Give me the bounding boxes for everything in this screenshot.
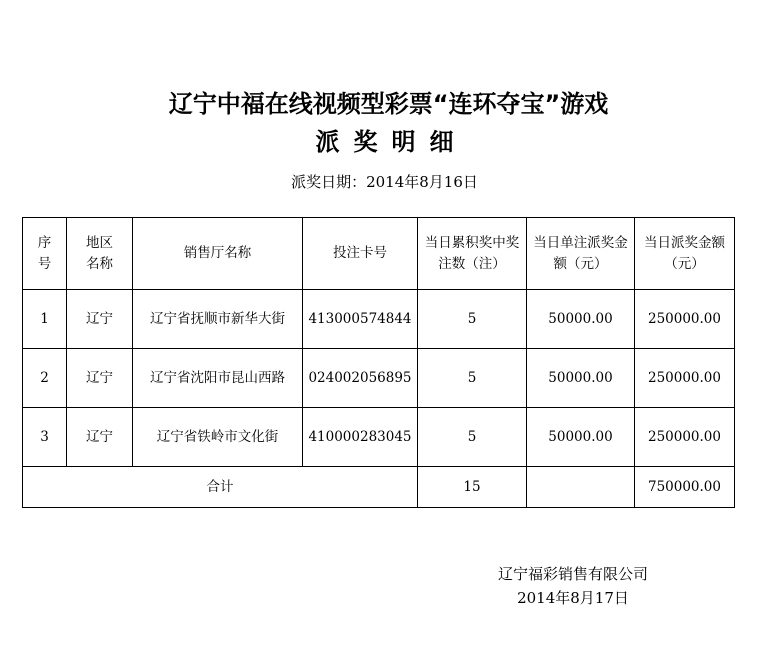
summary-count: 15 [418, 467, 527, 508]
cell-count: 5 [418, 290, 527, 349]
cell-single: 50000.00 [527, 290, 635, 349]
table-summary-row [23, 467, 735, 508]
header-card: 投注卡号 [303, 218, 418, 290]
cell-total: 250000.00 [635, 349, 735, 408]
cell-count: 5 [418, 408, 527, 467]
header-region: 地区名称 [67, 218, 133, 290]
cell-count: 5 [418, 349, 527, 408]
cell-hall: 辽宁省铁岭市文化街 [133, 408, 303, 467]
issuer-company: 辽宁福彩销售有限公司 [497, 565, 648, 583]
table-row [23, 408, 735, 467]
cell-region: 辽宁 [67, 349, 133, 408]
header-single: 当日单注派奖金额（元） [527, 218, 635, 290]
cell-total: 250000.00 [635, 408, 735, 467]
cell-single: 50000.00 [527, 408, 635, 467]
table-row [23, 290, 735, 349]
cell-card: 024002056895 [303, 349, 418, 408]
cell-hall: 辽宁省抚顺市新华大街 [133, 290, 303, 349]
issue-date: 2014年8月17日 [517, 589, 629, 607]
header-seq: 序号 [23, 218, 67, 290]
document-subtitle: 派奖明细 [315, 128, 468, 156]
cell-region: 辽宁 [67, 408, 133, 467]
table-row [23, 349, 735, 408]
header-total: 当日派奖金额（元） [635, 218, 735, 290]
award-date: 派奖日期：2014年8月16日 [291, 173, 478, 191]
summary-single [527, 467, 635, 508]
cell-single: 50000.00 [527, 349, 635, 408]
cell-hall: 辽宁省沈阳市昆山西路 [133, 349, 303, 408]
summary-label: 合计 [23, 467, 418, 508]
summary-total: 750000.00 [635, 467, 735, 508]
header-hall: 销售厅名称 [133, 218, 303, 290]
cell-card: 413000574844 [303, 290, 418, 349]
cell-region: 辽宁 [67, 290, 133, 349]
cell-seq: 3 [23, 408, 67, 467]
cell-seq: 1 [23, 290, 67, 349]
table-header-row [23, 218, 735, 290]
cell-total: 250000.00 [635, 290, 735, 349]
award-table [22, 217, 735, 508]
document-title: 辽宁中福在线视频型彩票“连环夺宝”游戏 [168, 90, 609, 118]
cell-card: 410000283045 [303, 408, 418, 467]
cell-seq: 2 [23, 349, 67, 408]
header-count: 当日累积奖中奖注数（注） [418, 218, 527, 290]
